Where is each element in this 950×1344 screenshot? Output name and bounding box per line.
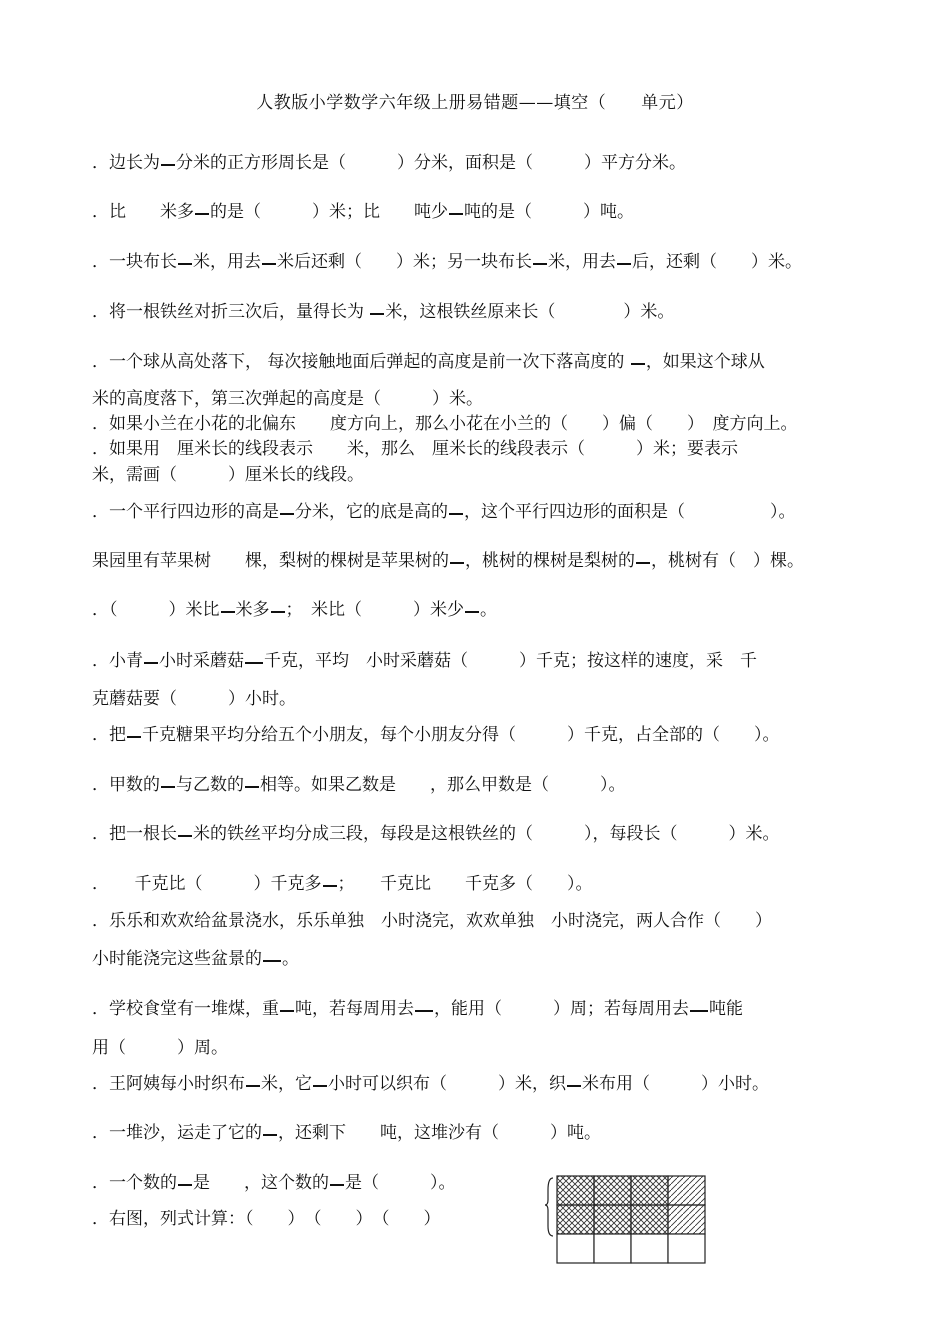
question-11-cont: 克蘑菇要（ ）小时。	[92, 689, 296, 709]
question-17: ．学校食堂有一堆煤，重 吨，若每周用去 ，能用（ ）周；若每周用去 吨能	[92, 999, 743, 1019]
fraction-mark	[221, 611, 235, 613]
question-21: ．右图，列式计算：（ ） （ ） （ ）	[92, 1209, 441, 1229]
fraction-mark	[280, 513, 294, 515]
question-6: ．如果小兰在小花的北偏东 度方向上，那么小花在小兰的（ ）偏（ ） 度方向上。	[92, 414, 798, 434]
question-13: ．甲数的 与乙数的 相等。如果乙数是 ，那么甲数是（ ）。	[92, 775, 626, 795]
fraction-mark	[178, 835, 192, 837]
fraction-mark	[262, 263, 276, 265]
fraction-mark	[161, 164, 175, 166]
grid-cell	[557, 1234, 594, 1263]
question-5-cont: 米的高度落下，第三次弹起的高度是（ ）米。	[92, 389, 483, 409]
fraction-mark	[415, 1010, 433, 1012]
fraction-mark	[533, 263, 547, 265]
fraction-mark	[323, 885, 337, 887]
question-17-cont: 用（ ）周。	[92, 1038, 228, 1058]
fraction-mark	[178, 263, 192, 265]
fraction-mark	[263, 960, 281, 962]
fraction-mark	[178, 1184, 192, 1186]
fraction-mark	[313, 1085, 327, 1087]
page-title: 人教版小学数学六年级上册易错题——填空（ 单元）	[256, 93, 694, 113]
fraction-mark	[690, 1010, 708, 1012]
question-3: ．一块布长 米，用去 米后还剩（ ）米；另一块布长 米，用去 后，还剩（ ）米。	[92, 252, 802, 272]
fraction-mark	[449, 213, 463, 215]
question-16: ．乐乐和欢欢给盆景浇水，乐乐单独 小时浇完，欢欢单独 小时浇完，两人合作（ ）	[92, 911, 772, 931]
question-19: ．一堆沙，运走了它的 ，还剩下 吨，这堆沙有（ ）吨。	[92, 1123, 601, 1143]
fraction-mark	[245, 786, 259, 788]
fraction-mark	[263, 1134, 277, 1136]
grid-cell	[631, 1234, 668, 1263]
fraction-mark	[465, 611, 479, 613]
grid-cell	[631, 1205, 668, 1234]
fraction-mark	[127, 736, 141, 738]
brace	[545, 1178, 553, 1236]
fraction-mark	[195, 213, 209, 215]
fraction-mark	[636, 562, 650, 564]
question-10: ．（ ）米比 米多 ； 米比（ ）米少 。	[92, 600, 497, 620]
question-15: ． 千克比（ ）千克多 ； 千克比 千克多（ ）。	[92, 874, 593, 894]
fraction-mark	[370, 313, 384, 315]
grid-figure	[545, 1172, 711, 1270]
grid-cell	[668, 1205, 705, 1234]
fraction-mark	[330, 1184, 344, 1186]
grid-cells	[557, 1176, 705, 1263]
question-7: ．如果用 厘米长的线段表示 米，那么 厘米长的线段表示（ ）米；要表示	[92, 439, 738, 459]
question-20: ．一个数的 是 ，这个数的 是（ ）。	[92, 1173, 456, 1193]
fraction-mark	[567, 1085, 581, 1087]
grid-cell	[631, 1176, 668, 1205]
question-16-cont: 小时能浇完这些盆景的 。	[92, 949, 299, 969]
fraction-mark	[449, 513, 463, 515]
fraction-mark	[271, 611, 285, 613]
grid-cell	[557, 1205, 594, 1234]
fraction-mark	[161, 786, 175, 788]
question-12: ．把 千克糖果平均分给五个小朋友，每个小朋友分得（ ）千克，占全部的（ ）。	[92, 725, 780, 745]
grid-cell	[668, 1176, 705, 1205]
grid-cell	[594, 1234, 631, 1263]
fraction-mark	[144, 662, 158, 664]
grid-cell	[668, 1234, 705, 1263]
question-14: ．把一根长 米的铁丝平均分成三段，每段是这根铁丝的（ ），每段长（ ）米。	[92, 824, 780, 844]
fraction-mark	[246, 1085, 260, 1087]
grid-cell	[594, 1176, 631, 1205]
grid-cell	[557, 1176, 594, 1205]
grid-cell	[594, 1205, 631, 1234]
fraction-mark	[450, 562, 464, 564]
fraction-mark	[631, 363, 645, 365]
question-1: ．边长为 分米的正方形周长是（ ）分米，面积是（ ）平方分米。	[92, 153, 686, 173]
question-5: ．一个球从高处落下， 每次接触地面后弹起的高度是前一次下落高度的 ，如果这个球从	[92, 352, 765, 372]
question-8: ．一个平行四边形的高是 分米，它的底是高的 ，这个平行四边形的面积是（ ）。	[92, 502, 796, 522]
fraction-mark	[280, 1010, 294, 1012]
question-18: ．王阿姨每小时织布 米，它 小时可以织布（ ）米，织 米布用（ ）小时。	[92, 1074, 769, 1094]
question-4: ．将一根铁丝对折三次后，量得长为 米，这根铁丝原来长（ ）米。	[92, 302, 675, 322]
question-7-cont: 米，需画（ ）厘米长的线段。	[92, 465, 364, 485]
question-2: ．比 米多 的是（ ）米；比 吨少 吨的是（ ）吨。	[92, 202, 634, 222]
question-11: ．小青 小时采蘑菇 千克，平均 小时采蘑菇（ ）千克；按这样的速度，采 千	[92, 651, 757, 671]
fraction-mark	[617, 263, 631, 265]
fraction-mark	[245, 662, 263, 664]
question-9: 果园里有苹果树 棵，梨树的棵树是苹果树的 ，桃树的棵树是梨树的 ，桃树有（ ）棵。	[92, 551, 804, 571]
